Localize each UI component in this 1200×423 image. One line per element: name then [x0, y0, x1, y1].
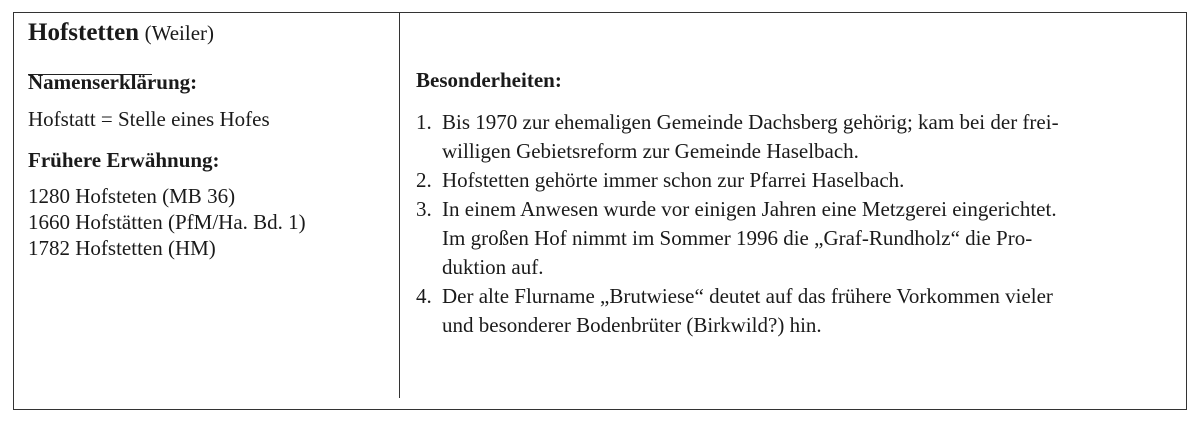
heading-earlier-mentions: Frühere Erwähnung: — [28, 148, 220, 172]
title-line — [28, 18, 388, 48]
feature-line: Im großen Hof nimmt im Sommer 1996 die „Graf-Rundholz“ die Pro- — [442, 226, 1033, 250]
mention-item: 1782 Hofstetten (HM) — [28, 236, 216, 260]
feature-item — [416, 108, 1176, 166]
mention-item: 1660 Hofstätten (PfM/Ha. Bd. 1) — [28, 210, 306, 234]
heading-name-explanation: Namenserklärung: — [28, 70, 198, 94]
feature-line: In einem Anwesen wurde vor einigen Jahren eine Metzgerei eingerichtet. — [442, 197, 1057, 221]
feature-line: Hofstetten gehörte immer schon zur Pfarrei Haselbach. — [442, 168, 905, 192]
feature-line: duktion auf. — [442, 255, 544, 279]
right-column — [416, 66, 1176, 337]
feature-number: 3. — [416, 197, 432, 221]
name-explanation-text: Hofstatt = Stelle eines Hofes — [28, 107, 270, 131]
special-features-list — [416, 108, 1176, 340]
earlier-mentions-list — [28, 183, 306, 261]
feature-item — [416, 195, 1176, 282]
feature-number: 1. — [416, 110, 432, 134]
feature-line: willigen Gebietsreform zur Gemeinde Haselbach. — [442, 139, 859, 163]
column-divider — [399, 12, 400, 398]
feature-line: und besonderer Bodenbrüter (Birkwild?) hin. — [442, 313, 822, 337]
feature-line: Der alte Flurname „Brutwiese“ deutet auf das frühere Vorkommen vieler — [442, 284, 1053, 308]
left-column — [28, 18, 388, 260]
heading-special-features: Besonderheiten: — [416, 68, 562, 92]
feature-line: Bis 1970 zur ehemaligen Gemeinde Dachsberg gehörig; kam bei der frei- — [442, 110, 1059, 134]
feature-item — [416, 166, 1176, 195]
place-type: (Weiler) — [144, 21, 215, 45]
place-name: Hofstetten — [28, 19, 140, 46]
mention-item: 1280 Hofsteten (MB 36) — [28, 184, 236, 208]
feature-number: 4. — [416, 284, 432, 308]
feature-number: 2. — [416, 168, 432, 192]
feature-item — [416, 282, 1176, 340]
